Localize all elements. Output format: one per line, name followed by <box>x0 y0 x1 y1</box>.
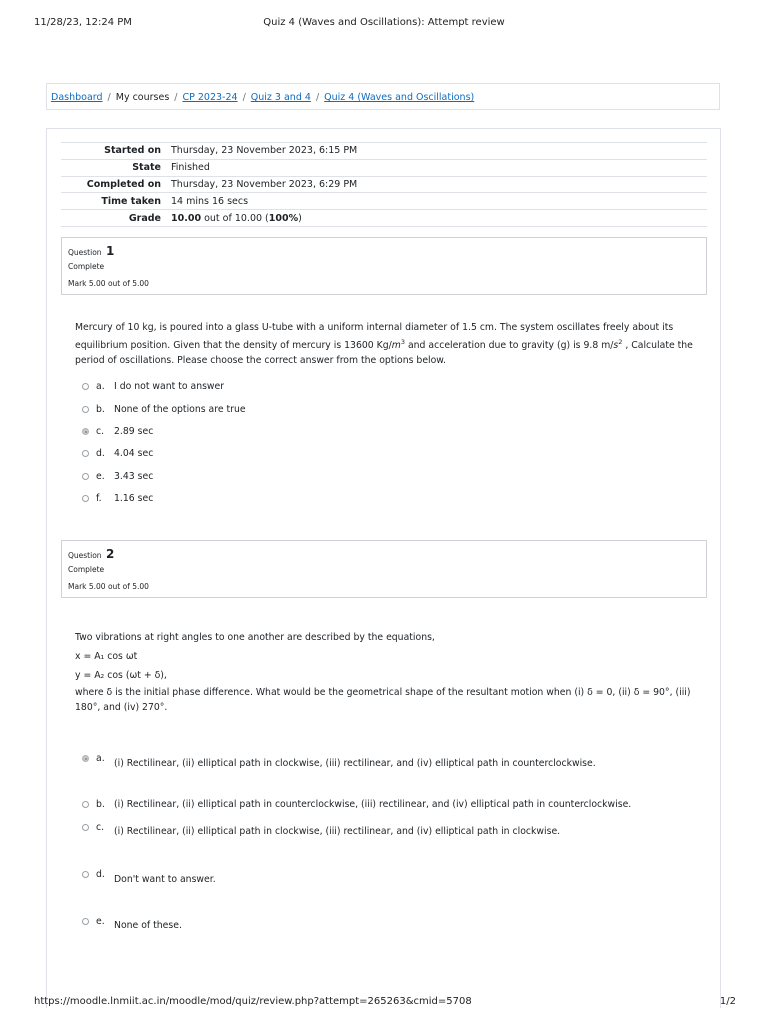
option-text[interactable]: (i) Rectilinear, (ii) elliptical path in clockwise, (iii) rectilinear, and (iv) elliptical path in clockwise. <box>114 826 561 837</box>
option-radio[interactable] <box>82 918 89 925</box>
option-letter: a. <box>96 753 105 764</box>
print-header <box>0 0 768 40</box>
summary-row-grade <box>61 210 707 227</box>
option-radio[interactable] <box>82 824 89 831</box>
summary-value: Thursday, 23 November 2023, 6:15 PM <box>171 145 358 157</box>
option-letter: e. <box>96 916 105 927</box>
option-letter: d. <box>96 448 105 459</box>
math-m: m <box>391 340 401 352</box>
question-2-info <box>61 540 707 598</box>
question-text-line <box>75 335 695 353</box>
option-radio[interactable] <box>82 473 89 480</box>
summary-value: Finished <box>171 162 210 174</box>
option-letter: d. <box>96 869 105 880</box>
option-letter: e. <box>96 471 105 482</box>
grade-out-of: out of 10.00 ( <box>201 212 269 224</box>
question-label: Question <box>68 248 102 257</box>
breadcrumb-separator: / <box>315 92 320 103</box>
breadcrumb-separator: / <box>242 92 246 103</box>
option-text[interactable]: (i) Rectilinear, (ii) elliptical path in counterclockwise, (iii) rectilinear, and (iv) elliptical path in counterclockwise. <box>114 799 632 810</box>
summary-grade-value <box>171 210 707 227</box>
summary-label: Grade <box>128 212 161 224</box>
option-radio-selected[interactable] <box>82 755 89 762</box>
equation-y: y = A₂ cos (ωt + δ), <box>75 670 167 681</box>
breadcrumb-my-courses: My courses <box>115 92 170 103</box>
print-footer <box>0 992 768 1012</box>
attempt-summary-table <box>61 142 707 227</box>
text-segment: and acceleration due to gravity (g) is 9.8 m/ <box>405 340 614 352</box>
equation-x: x = A₁ cos ωt <box>75 651 138 662</box>
question-mark: Mark 5.00 out of 5.00 <box>68 582 149 591</box>
summary-label: Time taken <box>101 195 161 207</box>
option-letter: c. <box>96 822 105 833</box>
question-state: Complete <box>68 565 105 574</box>
question-text-line: Two vibrations at right angles to one another are described by the equations, <box>75 632 435 643</box>
question-state: Complete <box>68 262 105 271</box>
summary-label: State <box>132 162 161 174</box>
option-radio[interactable] <box>82 383 89 390</box>
option-text[interactable]: 2.89 sec <box>114 426 154 437</box>
question-text-line: Mercury of 10 kg, is poured into a glass U-tube with a uniform internal diameter of 1.5 cm. The system oscillates freely about its <box>75 322 674 333</box>
print-url: https://moodle.lnmiit.ac.in/moodle/mod/quiz/review.php?attempt=265263&cmid=5708 <box>34 996 472 1007</box>
option-letter: b. <box>96 799 105 810</box>
option-text[interactable]: I do not want to answer <box>114 381 225 392</box>
option-text[interactable]: None of these. <box>114 920 182 931</box>
breadcrumb <box>46 83 720 110</box>
question-number <box>68 244 114 258</box>
option-letter: f. <box>96 493 102 504</box>
summary-label: Completed on <box>86 178 161 190</box>
question-text-line: period of oscillations. Please choose the correct answer from the options below. <box>75 355 447 367</box>
option-radio[interactable] <box>82 406 89 413</box>
math-s: s <box>613 340 619 352</box>
option-radio[interactable] <box>82 495 89 502</box>
text-segment: equilibrium position. Given that the density of mercury is 13600 Kg/ <box>75 340 392 352</box>
question-text-line: where δ is the initial phase difference. What would be the geometrical shape of the resultant motion when (i) δ = 0, (ii) δ = 90°, (iii) <box>75 687 691 698</box>
question-mark: Mark 5.00 out of 5.00 <box>68 279 149 288</box>
summary-row-state <box>61 159 707 176</box>
option-radio[interactable] <box>82 801 89 808</box>
question-label: Question <box>68 551 102 560</box>
option-letter: c. <box>96 426 105 437</box>
breadcrumb-separator: / <box>174 92 178 103</box>
question-number <box>68 547 114 561</box>
summary-row-started <box>61 143 707 160</box>
summary-label: Started on <box>104 145 161 157</box>
question-number-value: 1 <box>105 244 115 258</box>
option-text[interactable]: (i) Rectilinear, (ii) elliptical path in clockwise, (iii) rectilinear, and (iv) elliptical path in counterclockwise. <box>114 758 596 769</box>
option-radio[interactable] <box>82 871 89 878</box>
option-letter: b. <box>96 404 105 415</box>
option-text[interactable]: 3.43 sec <box>114 471 154 482</box>
option-radio[interactable] <box>82 450 89 457</box>
summary-row-completed <box>61 176 707 193</box>
grade-score: 10.00 <box>171 212 202 224</box>
grade-close-paren: ) <box>298 212 302 224</box>
option-radio-selected[interactable] <box>82 428 89 435</box>
breadcrumb-separator: / <box>107 92 111 103</box>
question-text-line: 180°, and (iv) 270°. <box>75 702 168 713</box>
grade-percent: 100% <box>268 212 299 224</box>
question-number-value: 2 <box>105 547 115 561</box>
option-text[interactable]: 1.16 sec <box>114 493 154 504</box>
option-text[interactable]: Don't want to answer. <box>114 874 216 885</box>
option-text[interactable]: 4.04 sec <box>114 448 154 459</box>
summary-row-time-taken <box>61 193 707 210</box>
math-exponent: 3 <box>400 338 405 346</box>
breadcrumb-dashboard-link[interactable]: Dashboard <box>51 92 103 103</box>
print-datetime: 11/28/23, 12:24 PM <box>34 17 132 28</box>
breadcrumb-quiz-link[interactable]: Quiz 4 (Waves and Oscillations) <box>324 92 475 103</box>
breadcrumb-section-link[interactable]: Quiz 3 and 4 <box>250 92 311 103</box>
print-title: Quiz 4 (Waves and Oscillations): Attempt review <box>263 17 505 28</box>
option-letter: a. <box>96 381 105 392</box>
question-1-info <box>61 237 707 295</box>
summary-value: Thursday, 23 November 2023, 6:29 PM <box>171 178 358 190</box>
text-segment: , Calculate the <box>622 340 693 352</box>
math-exponent: 2 <box>618 338 623 346</box>
option-text[interactable]: None of the options are true <box>114 404 246 415</box>
breadcrumb-course-link[interactable]: CP 2023-24 <box>182 92 238 103</box>
summary-value: 14 mins 16 secs <box>171 195 249 207</box>
print-page-number: 1/2 <box>719 996 736 1007</box>
question-2-text <box>75 628 695 715</box>
question-1-text <box>75 320 695 368</box>
